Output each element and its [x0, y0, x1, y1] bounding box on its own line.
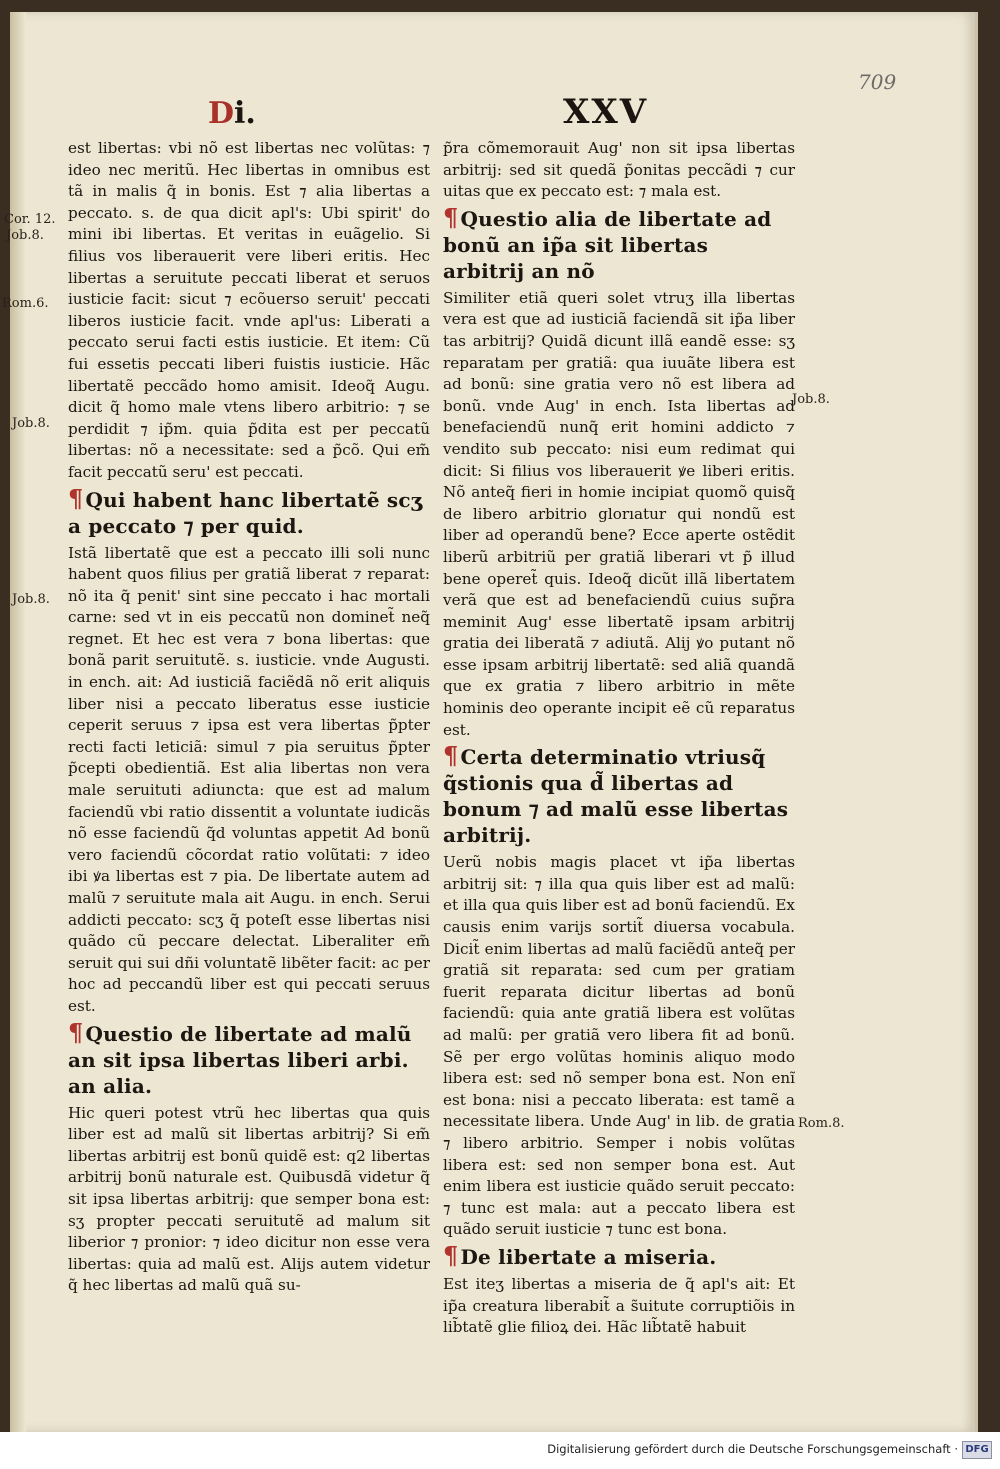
margin-note: Rom.8. — [798, 1116, 845, 1131]
paragraph: Est iteʒ libertas a miseria de q̃ apl's ait: Et ip̃a creatura liberabit̃ a s̃uitute corruptiõis in lib̃tatẽ glie filioꝝ dei. Hãc lib̃tatẽ habuit — [443, 1274, 795, 1337]
margin-note: Cor. 12. — [4, 212, 56, 227]
book-page — [2, 12, 978, 1432]
section-heading: ¶ Certa determinatio vtriusq̃ q̃stionis qua d̃ libertas ad bonum ⁊ ad malũ esse libertas arbitrij. — [443, 741, 789, 848]
digitization-footer — [0, 1432, 1000, 1469]
pilcrow-icon: ¶ — [68, 483, 84, 513]
margin-note: Job.8. — [6, 228, 44, 243]
pilcrow-icon: ¶ — [443, 202, 459, 232]
paragraph: Uerũ nobis magis placet vt ip̃a libertas arbitrij sit: ⁊ illa qua quis liber est ad malũ: et illa qua quis liber est ad bonũ faciendũ. Ex causis enim varijs sortit̃ diuersa vocabula. Dicit̃ enim libertas ad malũ faciẽdũ anteq̃ per gratiã sit reparata: sed cum per gratiam fuerit reparata dicitur libertas ad bonũ faciendũ: quia ante gratiã libera est volũtas ad malũ: per gratiã vero libera fit ad bonũ. Sẽ per ergo volũtas hominis aliquo modo libera est: sed nõ semper bona est. Non enĩ est bona: nisi a peccato liberata: est tamẽ a necessitate libera. Unde Aug' in lib. de gratia ⁊ libero arbitrio. Semper i nobis volũtas libera est: sed non semper bona est. Aut enim libera est iusticie quãdo seruit peccato: ⁊ tunc est mala: aut a peccato libera est quãdo seruit iusticie ⁊ tunc est bona. — [443, 853, 795, 1239]
paragraph: Istã libertatẽ que est a peccato illi soli nunc habent quos filius per gratiã liberat ⁊ reparat: nõ ita q̃ penit' sint sine peccato i hac mortali carne: sed vt in eis peccatũ non dominet̃ neq̃ regnet. Et hec est vera ⁊ bona libertas: que bonã parit seruitutẽ. s. iusticie. vnde Augusti. in ench. ait: Ad iusticiã faciẽdã nõ erit aliquis liber nisi a peccato liberatus esse iusticie ceperit seruus ⁊ ipsa est vera libertas p̃pter recti facti leticiã: simul ⁊ pia seruitus p̃pter p̃cepti obedientiã. Est alia libertas non vera male seruituti adiuncta: que est ad malum faciendũ vbi ratio dissentit a voluntate iudicãs nõ esse faciendũ q̃d voluntas appetit Ad bonũ vero faciendũ cõcordat ratio volũtati: ⁊ ideo ibi ꝟa libertas est ⁊ pia. De libertate autem ad malũ ⁊ seruitute mala ait Augu. in ench. Serui addicti peccato: scʒ q̃ poteſt esse libertas nisi quãdo cũ peccare delectat. Liberaliter em̃ seruit qui sui dñi voluntatẽ libẽter facit: ac per hoc ad peccandũ liber est qui peccati seruus est. — [68, 543, 430, 1015]
dfg-logo-icon: DFG — [962, 1441, 992, 1459]
paragraph: Similiter etiã queri solet vtruʒ illa libertas vera est que ad iusticiã faciendã sit ip̃a liber tas arbitrij? Quidã dicunt illã eandẽ esse: sʒ reparatam per gratiã: qua iuuãte libera est ad bonũ: sine gratia vero nõ est libera ad bonũ. vnde Aug' in ench. Ista libertas ad benefaciendũ nunq̃ erit homini addicto ⁊ vendito sub peccato: nisi eum redimat qui dicit: Si filius vos liberauerit ꝟe liberi eritis. Nõ anteq̃ fieri in homie incipiat quomõ quisq̃ de libero arbitrio glorıatur qui nondũ est liber ad operandũ bene? Ecce aperte ostẽdit liberũ arbitriũ per gratiã liberari vt p̃ illud bene operet̃ quis. Ideoq̃ dicũt illã libertatem verã que est ad benefaciendũ cuius sup̃ra meminit Aug' esse libertatẽ ipsam arbitrij gratia dei liberatã ⁊ adiutã. Alij ꝟo putant nõ esse ipsam arbitrij libertatẽ: sed aliã quandã que ex gratia ⁊ libero arbitrio in mẽte hominis deo operante incipit eẽ cũ reparatus est. — [443, 288, 795, 739]
paragraph: est libertas: vbi nõ est libertas nec volũtas: ⁊ ideo nec meritũ. Hec libertas in omnibus est tã in malis q̃ in bonis. Est ⁊ alia libertas a peccato. s. de qua dicit apl's: Ubi spirit' do mini ibi libertas. Et veritas in euãgelio. Si filius vos liberauerit vere liberi eritis. Hec libertas a seruitute peccati liberat et seruos iusticie facit: sicut ⁊ ecõuerso seruit' peccati liberos iusticie facit. vnde apl'us: Liberati a peccato serui facti estis iusticie. Et item: Cũ fui essetis peccati liberi fuistis iusticie. Hãc libertatẽ peccãdo homo amisit. Ideoq̃ Augu. dicit q̃ homo male vtens libero arbitrio: ⁊ se perdidit ⁊ ip̃m. quia p̃dita est per peccatũ libertas: nõ a necessitate: sed a p̃cõ. Qui em̃ facit peccatũ seru' est peccati. — [68, 139, 430, 481]
funding-credit: Digitalisierung gefördert durch die Deutsche Forschungsgemeinschaft · — [547, 1442, 958, 1456]
margin-note: Job.8. — [792, 392, 830, 407]
section-heading: ¶ De libertate a miseria. — [443, 1240, 717, 1270]
paragraph: p̃ra cõmemorauit Aug' non sit ipsa libertas arbitrij: sed sit quedã p̃onitas peccãdi ⁊ cur uitas que ex peccato est: ⁊ mala est. — [443, 139, 795, 201]
pilcrow-icon: ¶ — [443, 1240, 459, 1270]
section-heading: ¶ Qui habent hanc libertatẽ scʒ a peccato ⁊ per quid. — [68, 483, 423, 538]
handwritten-folio-number: 709 — [858, 70, 897, 94]
margin-note: Job.8. — [12, 592, 50, 607]
pilcrow-icon: ¶ — [68, 1017, 84, 1047]
running-title-number: XXV — [563, 92, 649, 132]
text-column-right — [443, 138, 795, 1339]
running-title-initial: D — [208, 96, 235, 131]
section-heading: ¶ Questio de libertate ad malũ an sit ipsa libertas liberi arbi. an alia. — [68, 1017, 412, 1098]
running-title-rest: i. — [234, 96, 256, 131]
pilcrow-icon: ¶ — [443, 741, 459, 771]
section-heading: ¶ Questio alia de libertate ad bonũ an ip̃a sit libertas arbitrij an nõ — [443, 202, 772, 283]
paragraph: Hic queri potest vtrũ hec libertas qua quis liber est ad malũ sit libertas arbitrij? Si em̃ libertas arbitrij est bonũ quidẽ est: q2 libertas arbitrij bonũ naturale est. Quibusdã videtur q̃ sit ipsa libertas arbitrij: que semper bona est: sʒ propter peccati seruitutẽ ad malum sit liberior ⁊ pronior: ⁊ ideo dicitur non esse vera libertas: quia ad malũ est. Alijs autem videtur q̃ hec libertas ad malũ quã su- — [68, 1103, 430, 1295]
running-title-left — [208, 96, 256, 131]
margin-note: Rom.6. — [2, 296, 49, 311]
text-column-left — [68, 138, 430, 1297]
margin-note: Job.8. — [12, 416, 50, 431]
